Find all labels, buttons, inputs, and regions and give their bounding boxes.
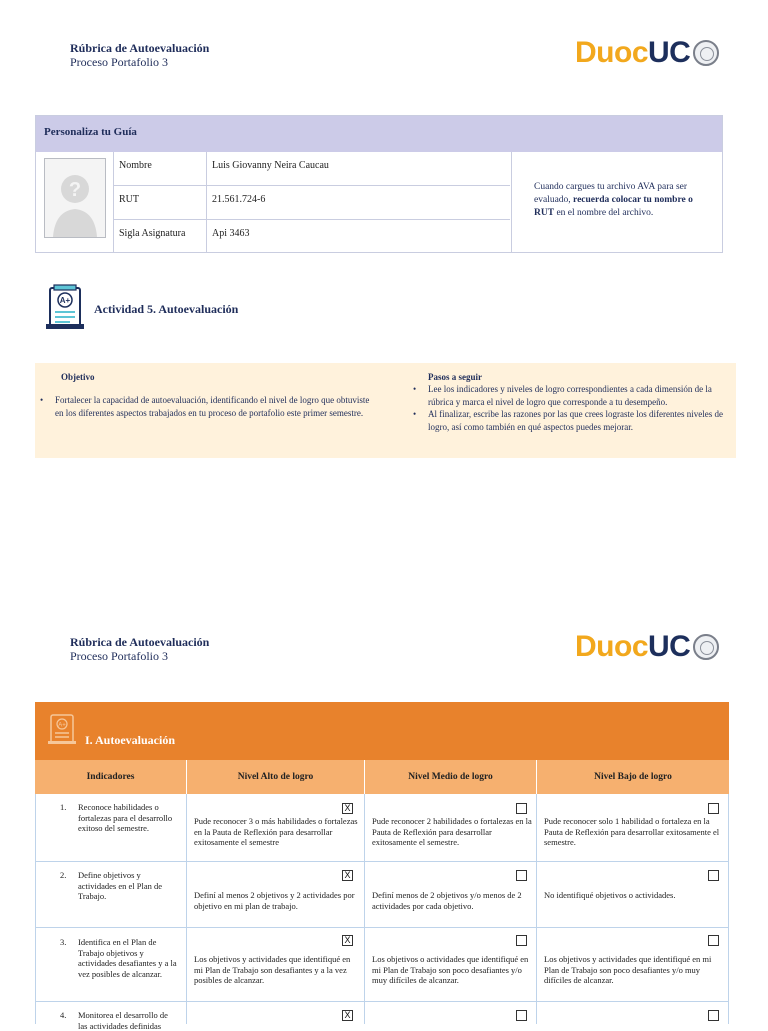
checkbox-alto[interactable]: X bbox=[342, 935, 353, 946]
checkbox-medio[interactable] bbox=[516, 1010, 527, 1021]
table-cell-alto: X Los objetivos y actividades que identifiqué en mi Plan de Trabajo son desafiantes y a la vez posibles de alcanzar. bbox=[187, 928, 365, 1002]
field-label: Sigla Asignatura bbox=[119, 228, 186, 239]
field-row-nombre bbox=[113, 152, 510, 186]
rubric-section-header bbox=[35, 702, 729, 760]
checkbox-bajo[interactable] bbox=[708, 870, 719, 881]
table-cell-medio: Pude reconocer 2 habilidades o fortalezas en la Pauta de Reflexión para desarrollar exitosamente el semestre. bbox=[365, 794, 537, 862]
column-header-alto: Nivel Alto de logro bbox=[187, 760, 365, 794]
objective-steps-box bbox=[35, 363, 736, 458]
checkbox-medio[interactable] bbox=[516, 935, 527, 946]
personaliza-card bbox=[35, 115, 723, 253]
avatar-placeholder-icon bbox=[44, 158, 106, 238]
table-row-indicator: 3. Identifica en el Plan de Trabajo objetivos y actividades desafiantes y a la vez posibles de alcanzar. bbox=[35, 928, 187, 1002]
list-item: • Al finalizar, escribe las razones por las que crees lograste los diferentes niveles de logro, así como también en qué aspectos puedes mejorar. bbox=[408, 408, 730, 433]
checkbox-bajo[interactable] bbox=[708, 803, 719, 814]
table-cell-bajo bbox=[537, 1002, 729, 1024]
field-value-nombre[interactable]: Luis Giovanny Neira Caucau bbox=[212, 160, 329, 171]
table-cell-bajo: No identifiqué objetivos o actividades. bbox=[537, 862, 729, 928]
svg-text:A+: A+ bbox=[58, 722, 66, 729]
logo-text-duoc: Duoc bbox=[575, 630, 648, 663]
field-value-rut[interactable]: 21.561.724-6 bbox=[212, 194, 266, 205]
checkbox-alto[interactable]: X bbox=[342, 803, 353, 814]
logo-text-uc: UC bbox=[648, 630, 691, 663]
svg-text:?: ? bbox=[68, 179, 82, 201]
logo-text-uc: UC bbox=[648, 36, 691, 69]
table-cell-bajo: Pude reconocer solo 1 habilidad o fortaleza en la Pauta de Reflexión para desarrollar exitosamente el semestre. bbox=[537, 794, 729, 862]
checkbox-bajo[interactable] bbox=[708, 1010, 719, 1021]
steps-title: Pasos a seguir bbox=[428, 372, 482, 382]
table-cell-alto bbox=[187, 1002, 365, 1024]
column-header-bajo: Nivel Bajo de logro bbox=[537, 760, 729, 794]
table-cell-medio: Los objetivos o actividades que identifiqué en mi Plan de Trabajo son poco desafiantes y/o muy difíciles de alcanzar. bbox=[365, 928, 537, 1002]
activity-title: Actividad 5. Autoevaluación bbox=[94, 302, 239, 316]
field-row-rut bbox=[113, 186, 510, 220]
list-item: • Lee los indicadores y niveles de logro correspondientes a cada dimensión de la rúbrica y marca el nivel de logro que corresponde a tu desempeño. bbox=[408, 383, 730, 408]
table-cell-alto: X Pude reconocer 3 o más habilidades o fortalezas en la Pauta de Reflexión para desarrollar exitosamente el semestre bbox=[187, 794, 365, 862]
column-header-medio: Nivel Medio de logro bbox=[365, 760, 537, 794]
rubric-section-title: I. Autoevaluación bbox=[85, 733, 176, 747]
avatar-cell bbox=[36, 152, 114, 253]
table-cell-medio bbox=[365, 1002, 537, 1024]
graded-exam-icon bbox=[47, 712, 79, 746]
personaliza-title: Personaliza tu Guía bbox=[44, 126, 137, 138]
table-row-indicator: 1. Reconoce habilidades o fortalezas para el desarrollo exitoso del semestre. bbox=[35, 794, 187, 862]
table-cell-alto: X Definí al menos 2 objetivos y 2 actividades por objetivo en mi plan de trabajo. bbox=[187, 862, 365, 928]
table-cell-medio: Definí menos de 2 objetivos y/o menos de 2 actividades por cada objetivo. bbox=[365, 862, 537, 928]
doc-title: Rúbrica de Autoevaluación bbox=[70, 41, 210, 55]
logo-text-duoc: Duoc bbox=[575, 36, 648, 69]
field-label: Nombre bbox=[119, 160, 152, 171]
field-value-sigla[interactable]: Api 3463 bbox=[212, 228, 250, 239]
objective-title: Objetivo bbox=[61, 372, 95, 382]
duoc-uc-logo bbox=[575, 630, 719, 664]
table-row-indicator: 2. Define objetivos y actividades en el Plan de Trabajo. bbox=[35, 862, 187, 928]
checkbox-alto[interactable]: X bbox=[342, 1010, 353, 1021]
graded-exam-icon bbox=[44, 284, 88, 330]
checkbox-medio[interactable] bbox=[516, 803, 527, 814]
field-label: RUT bbox=[119, 194, 139, 205]
uc-seal-icon bbox=[693, 40, 719, 66]
doc-subtitle: Proceso Portafolio 3 bbox=[70, 55, 168, 69]
uc-seal-icon bbox=[693, 634, 719, 660]
table-row-indicator: 4. Monitorea el desarrollo de las actividades definidas bbox=[35, 1002, 187, 1024]
objective-list bbox=[35, 394, 370, 419]
checkbox-bajo[interactable] bbox=[708, 935, 719, 946]
doc-subtitle: Proceso Portafolio 3 bbox=[70, 649, 168, 663]
table-cell-bajo: Los objetivos y actividades que identifiqué en mi Plan de Trabajo son poco desafiantes y/o muy difíciles de alcanzar. bbox=[537, 928, 729, 1002]
checkbox-alto[interactable]: X bbox=[342, 870, 353, 881]
file-naming-note: Cuando cargues tu archivo AVA para ser evaluado, recuerda colocar tu nombre o RUT en el nombre del archivo. bbox=[511, 152, 724, 253]
field-row-sigla bbox=[113, 220, 510, 253]
checkbox-medio[interactable] bbox=[516, 870, 527, 881]
svg-text:A+: A+ bbox=[59, 296, 71, 305]
duoc-uc-logo bbox=[575, 36, 719, 70]
steps-list bbox=[408, 383, 730, 433]
column-header-indicadores: Indicadores bbox=[35, 760, 187, 794]
personaliza-header bbox=[36, 116, 722, 152]
doc-title: Rúbrica de Autoevaluación bbox=[70, 635, 210, 649]
list-item: • Fortalecer la capacidad de autoevaluación, identificando el nivel de logro que obtuviste en los diferentes aspectos trabajados en tu proceso de portafolio este primer semestre. bbox=[35, 394, 370, 419]
